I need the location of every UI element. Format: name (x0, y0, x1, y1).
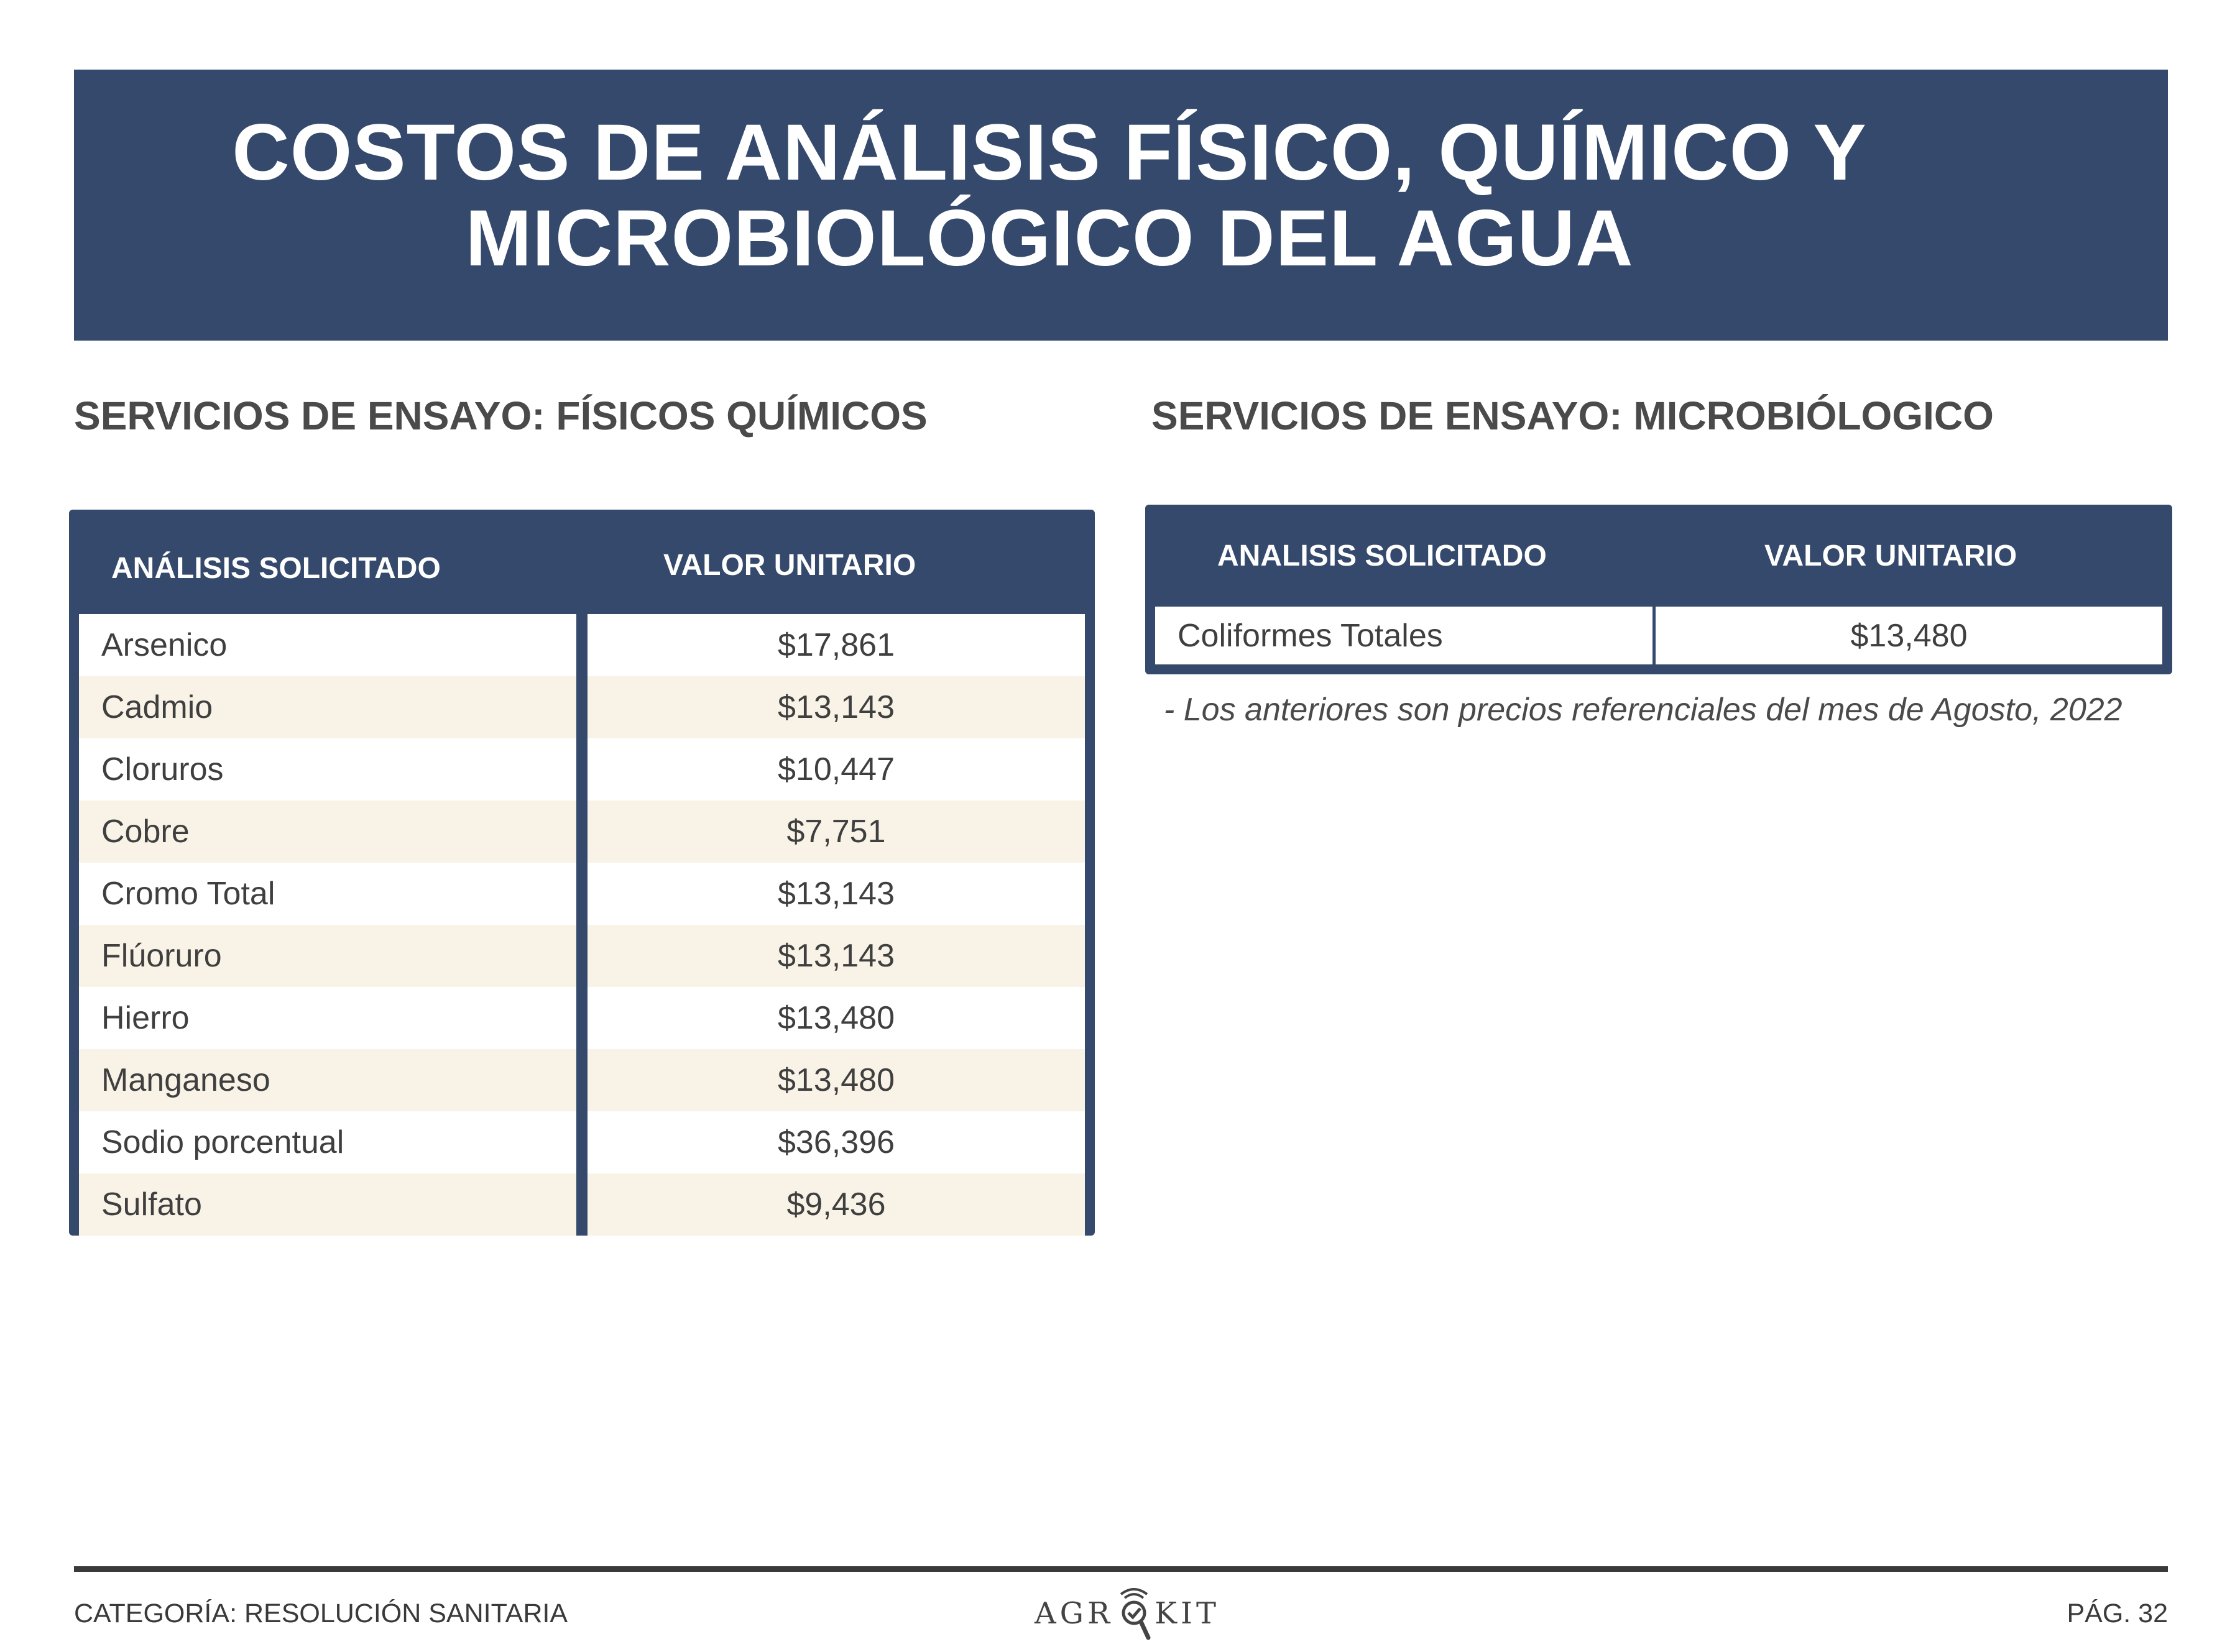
unit-value-cell: $13,143 (588, 676, 1085, 738)
magnifier-check-icon (1116, 1585, 1152, 1641)
table-row (79, 738, 1085, 801)
column-header-value: VALOR UNITARIO (663, 548, 916, 582)
section-title-physico-chemical: SERVICIOS DE ENSAYO: FÍSICOS QUÍMICOS (74, 393, 928, 438)
table-row (79, 925, 1085, 987)
unit-value-cell: $17,861 (588, 614, 1085, 676)
table-row (79, 676, 1085, 738)
logo-text-left: AGR (1035, 1596, 1114, 1631)
price-reference-note: - Los anteriores son precios referenciales del mes de Agosto, 2022 (1164, 692, 2122, 728)
table-header (79, 510, 1085, 614)
analysis-name-cell: Cobre (79, 801, 576, 863)
table-row (79, 1173, 1085, 1236)
analysis-name-cell: Flúoruro (79, 925, 576, 987)
page-title-line2: MICROBIOLÓGICO DEL AGUA (465, 194, 1634, 283)
column-header-analysis: ANALISIS SOLICITADO (1217, 539, 1547, 572)
unit-value-cell: $13,480 (1850, 617, 1968, 654)
page-number: PÁG. 32 (2067, 1599, 2168, 1628)
analysis-name-cell: Sodio porcentual (79, 1111, 576, 1173)
title-banner (74, 70, 2168, 341)
table-row (79, 801, 1085, 863)
table-body (79, 614, 1085, 1236)
unit-value-cell: $13,143 (588, 863, 1085, 925)
analysis-name-cell: Sulfato (79, 1173, 576, 1236)
unit-value-cell: $9,436 (588, 1173, 1085, 1236)
analysis-name-cell: Cromo Total (79, 863, 576, 925)
unit-value-cell: $10,447 (588, 738, 1085, 801)
microbiological-table (1145, 505, 2172, 674)
footer-category: CATEGORÍA: RESOLUCIÓN SANITARIA (74, 1599, 568, 1628)
analysis-name-cell: Hierro (79, 987, 576, 1049)
analysis-name-cell: Cadmio (79, 676, 576, 738)
table-row (79, 614, 1085, 676)
unit-value-cell: $13,143 (588, 925, 1085, 987)
analysis-name-cell: Manganeso (79, 1049, 576, 1111)
physico-chemical-table (69, 510, 1095, 1236)
table-header (1155, 505, 2162, 607)
table-row (79, 987, 1085, 1049)
table-row (1155, 607, 2162, 664)
section-title-microbiological: SERVICIOS DE ENSAYO: MICROBIÓLOGICO (1151, 393, 1994, 438)
table-row (79, 1049, 1085, 1111)
analysis-name-cell: Coliformes Totales (1155, 607, 1656, 664)
table-body (1155, 607, 2162, 664)
agrokit-logo (1035, 1589, 1220, 1638)
table-row (79, 863, 1085, 925)
analysis-name-cell: Cloruros (79, 738, 576, 801)
page-title-line1: COSTOS DE ANÁLISIS FÍSICO, QUÍMICO Y (232, 108, 1867, 197)
footer-divider (74, 1566, 2168, 1572)
unit-value-cell: $7,751 (588, 801, 1085, 863)
column-header-value: VALOR UNITARIO (1764, 539, 2017, 572)
analysis-name-cell: Arsenico (79, 614, 576, 676)
column-header-analysis: ANÁLISIS SOLICITADO (111, 551, 441, 585)
unit-value-cell: $13,480 (588, 987, 1085, 1049)
unit-value-cell: $36,396 (588, 1111, 1085, 1173)
table-row (79, 1111, 1085, 1173)
unit-value-cell: $13,480 (588, 1049, 1085, 1111)
logo-text-right: KIT (1155, 1596, 1220, 1631)
page-title (232, 110, 1867, 282)
